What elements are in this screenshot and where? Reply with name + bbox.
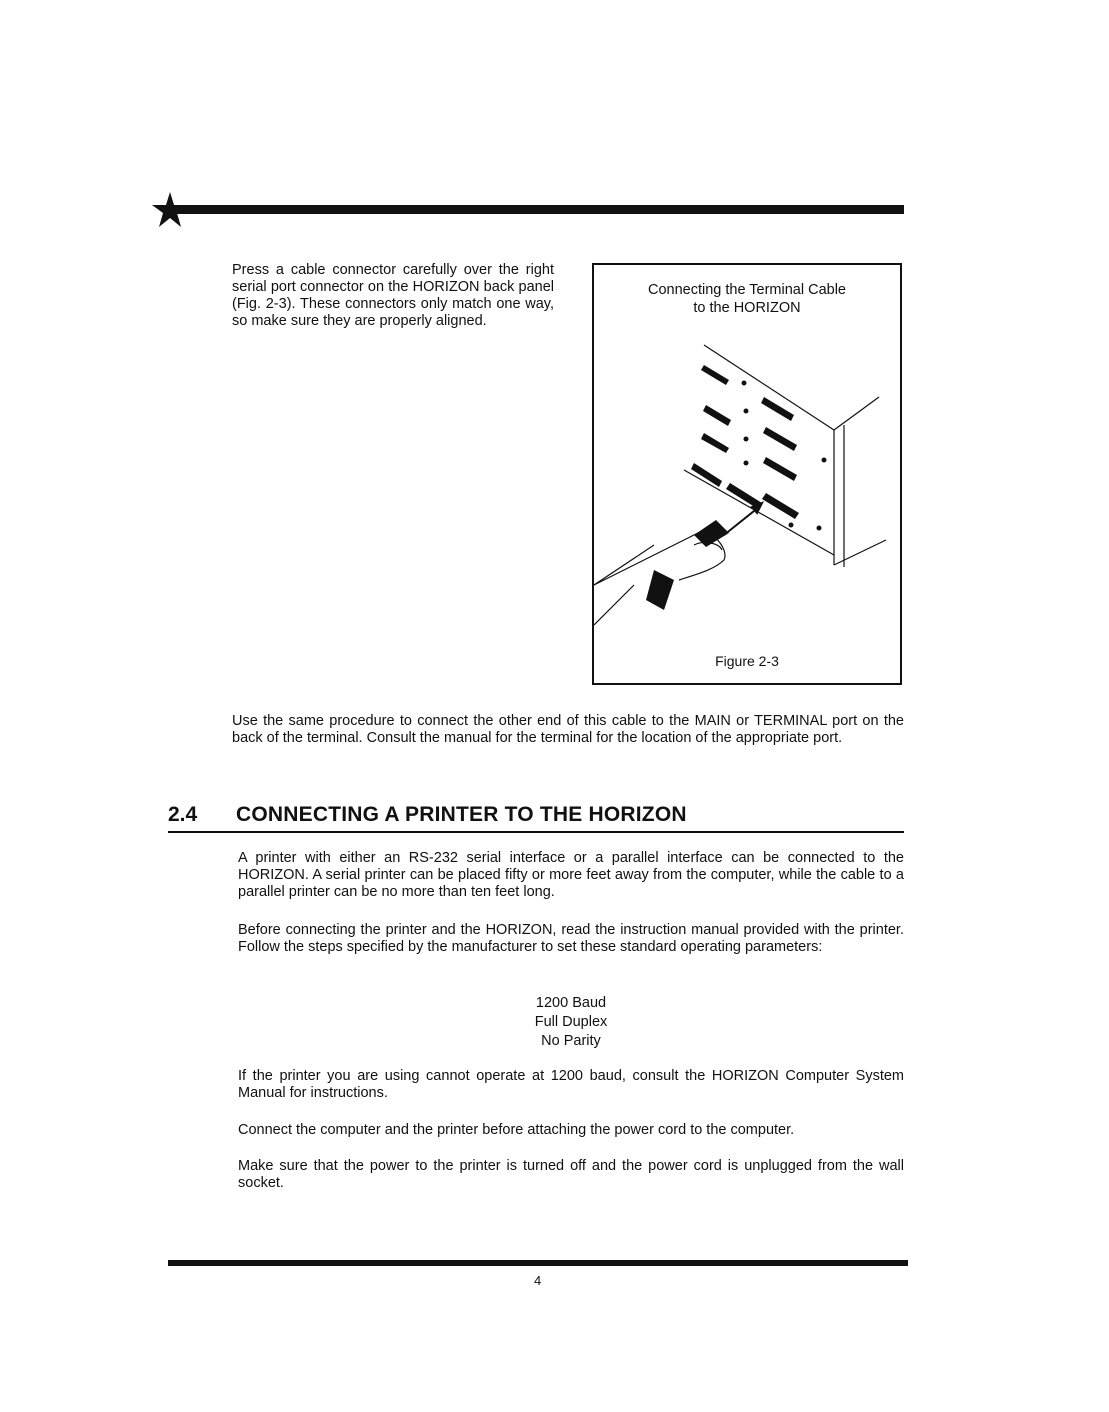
figure-2-3 — [592, 263, 902, 685]
figure-caption-line2: to the HORIZON — [693, 300, 801, 316]
power-off-paragraph: Make sure that the power to the printer is turned off and the power cord is unplugged from the wall socket. — [238, 1158, 904, 1191]
parameter-parity: No Parity — [541, 1033, 601, 1049]
connect-before-power-paragraph: Connect the computer and the printer before attaching the power cord to the computer. — [238, 1122, 795, 1138]
parameter-duplex: Full Duplex — [534, 1014, 608, 1030]
figure-label: Figure 2-3 — [715, 653, 779, 669]
use-same-procedure-paragraph: Use the same procedure to connect the other end of this cable to the MAIN or TERMINAL port on the back of the terminal. Consult the manual for the terminal for the location of the appropriate port. — [232, 713, 904, 746]
footer-rule — [168, 1260, 908, 1266]
page-number: 4 — [534, 1273, 542, 1288]
baud-note-paragraph: If the printer you are using cannot operate at 1200 baud, consult the HORIZON Computer System Manual for instructions. — [238, 1068, 904, 1101]
before-connecting-paragraph: Before connecting the printer and the HORIZON, read the instruction manual provided with the printer. Follow the steps specified by the manufacturer to set these standard operating parameters: — [238, 922, 904, 955]
section-heading — [168, 803, 904, 833]
intro-paragraph: Press a cable connector carefully over the right serial port connector on the HORIZON back panel (Fig. 2-3). These connectors only match one way, so make sure they are properly aligned. — [232, 262, 554, 329]
operating-parameters-list — [238, 994, 904, 1051]
header-rule — [168, 205, 904, 214]
parameter-baud: 1200 Baud — [535, 995, 607, 1011]
figure-caption — [594, 281, 900, 317]
back-panel-illustration — [594, 335, 900, 635]
printer-interface-paragraph: A printer with either an RS-232 serial interface or a parallel interface can be connected to the HORIZON. A serial printer can be placed fifty or more feet away from the computer, while the cable to a parallel printer can be no more than ten feet long. — [238, 850, 904, 900]
section-title: CONNECTING A PRINTER TO THE HORIZON — [236, 803, 687, 826]
section-number: 2.4 — [168, 803, 198, 826]
star-emblem-icon — [148, 190, 194, 230]
figure-caption-line1: Connecting the Terminal Cable — [647, 282, 846, 298]
